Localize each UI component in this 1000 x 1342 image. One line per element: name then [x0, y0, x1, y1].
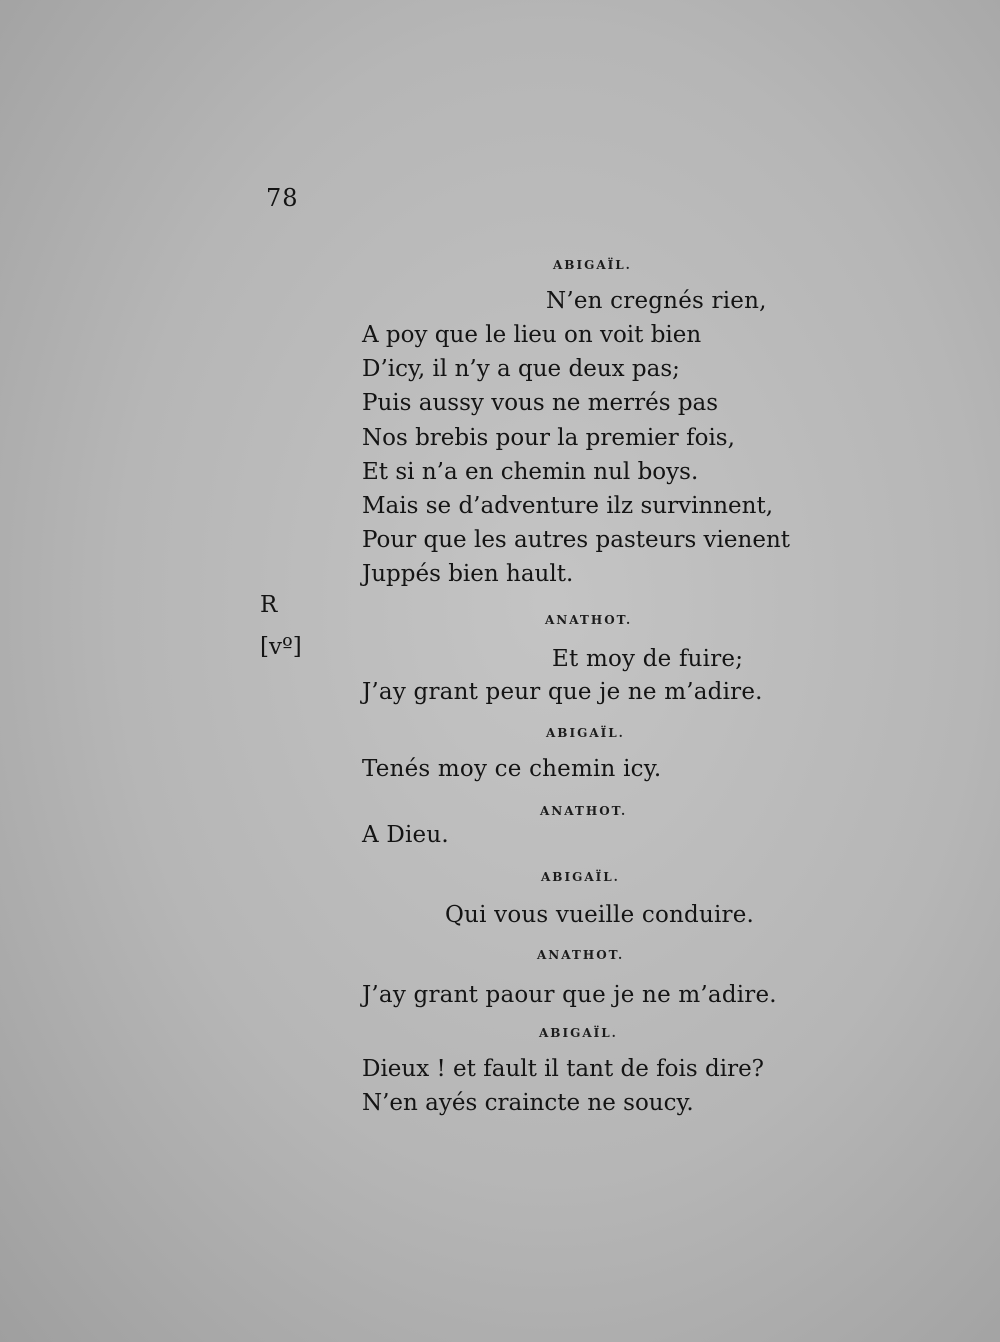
- verse-line: Puis aussy vous ne merrés pas: [362, 390, 719, 417]
- speech-block: [362, 1052, 764, 1120]
- margin-note-r: R: [260, 592, 278, 618]
- speaker-heading: ANATHOT.: [540, 804, 628, 818]
- verse-line: Dieux ! et fault il tant de fois dire?: [362, 1056, 765, 1082]
- verse-line: Mais se d’adventure ilz survinnent,: [362, 493, 774, 520]
- verse-line: A Dieu.: [362, 822, 449, 848]
- verse-line: Et moy de fuire;: [552, 646, 744, 672]
- speech-block: [362, 318, 790, 592]
- verse-line: Juppés bien hault.: [362, 561, 574, 588]
- speaker-heading: ABIGAÏL.: [553, 258, 632, 272]
- speaker-heading: ANATHOT.: [545, 613, 633, 627]
- verse-line: N’en cregnés rien,: [546, 288, 767, 314]
- verse-line: J’ay grant peur que je ne m’adire.: [362, 679, 763, 705]
- verse-line: J’ay grant paour que je ne m’adire.: [362, 982, 777, 1008]
- verse-line: A poy que le lieu on voit bien: [362, 322, 702, 348]
- verse-line: Et si n’a en chemin nul boys.: [362, 458, 699, 485]
- speaker-heading: ABIGAÏL.: [539, 1026, 618, 1040]
- verse-line: N’en ayés craincte ne soucy.: [362, 1090, 694, 1117]
- speaker-heading: ABIGAÏL.: [546, 726, 625, 740]
- speaker-heading: ANATHOT.: [537, 948, 625, 962]
- verse-line: Nos brebis pour la premier fois,: [362, 424, 735, 451]
- verse-line: D’icy, il n’y a que deux pas;: [362, 356, 680, 383]
- verse-line: Qui vous vueille conduire.: [445, 902, 755, 928]
- speaker-heading: ABIGAÏL.: [541, 870, 620, 884]
- verse-line: Tenés moy ce chemin icy.: [362, 756, 662, 782]
- page-number: 78: [266, 184, 299, 212]
- verse-line: Pour que les autres pasteurs vienent: [362, 527, 790, 554]
- margin-note-verso: [vº]: [260, 634, 302, 660]
